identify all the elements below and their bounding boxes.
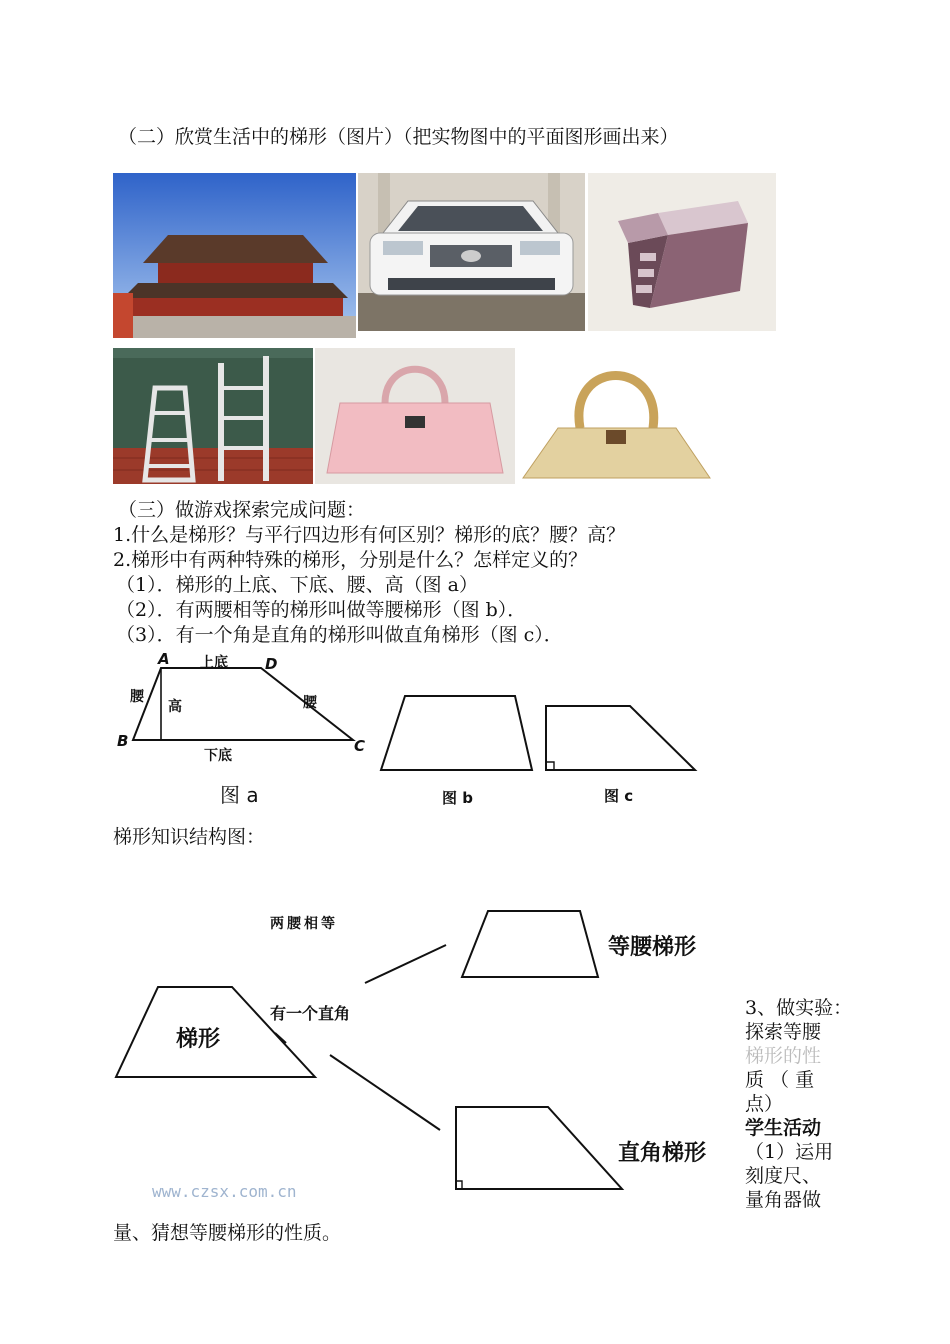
item-3: （3）．有一个角是直角的梯形叫做直角梯形（图 c）． (116, 624, 563, 646)
caption-figure-c: 图 c (604, 787, 634, 805)
vertex-b: B (117, 732, 129, 750)
vertex-a: A (158, 650, 170, 668)
caption-figure-a: 图 a (220, 783, 259, 807)
structure-heading: 梯形知识结构图： (113, 826, 266, 848)
ladders-photo (113, 348, 313, 484)
gold-handbag-photo (518, 348, 715, 484)
edge-label-isosceles: 两腰相等 (270, 916, 338, 932)
side-line-3: 梯形的性 (745, 1045, 822, 1067)
side-line-7: 刻度尺、 (745, 1165, 822, 1187)
palace-photo (113, 173, 356, 338)
car-photo (358, 173, 585, 331)
continuation-text: 量、猜想等腰梯形的性质。 (113, 1222, 342, 1244)
right-trapezoid-figure-c (540, 700, 700, 775)
section2-heading: （二）欣赏生活中的梯形（图片）（把实物图中的平面图形画出来） (118, 126, 679, 148)
jewelry-box-photo (588, 173, 776, 331)
section3-heading: （三）做游戏探索完成问题： (118, 499, 366, 521)
item-2: （2）．有两腰相等的梯形叫做等腰梯形（图 b）． (116, 599, 527, 621)
node-right-trapezoid: 直角梯形 (618, 1141, 707, 1166)
edge-label-right-angle: 有一个直角 (270, 1004, 351, 1023)
side-line-2: 探索等腰 (745, 1021, 822, 1043)
structure-diagram (110, 905, 630, 1205)
side-line-8: 量角器做 (745, 1189, 822, 1211)
side-activity: 学生活动 (745, 1117, 822, 1139)
side-line-4: 质 （ 重 (745, 1069, 815, 1091)
label-bottom-base: 下底 (204, 748, 232, 764)
label-top-base: 上底 (200, 655, 228, 671)
side-note (745, 996, 853, 1212)
side-line-6: （1）运用 (745, 1141, 834, 1163)
vertex-c: C (354, 737, 366, 755)
item-1: （1）．梯形的上底、下底、腰、高（图 a） (116, 574, 478, 596)
label-right-leg: 腰 (303, 695, 317, 711)
side-line-1: 3、做实验： (745, 997, 853, 1019)
question-1: 1.什么是梯形？与平行四边形有何区别？梯形的底？腰？高？ (113, 524, 626, 546)
caption-figure-b: 图 b (442, 789, 473, 807)
pink-handbag-photo (315, 348, 515, 484)
isosceles-trapezoid-figure-b (375, 690, 540, 775)
side-line-5: 点） (745, 1093, 784, 1115)
node-trapezoid: 梯形 (176, 1027, 221, 1052)
watermark: www.czsx.com.cn (152, 1182, 297, 1201)
label-height: 高 (168, 699, 182, 715)
node-isosceles: 等腰梯形 (608, 935, 697, 960)
question-2: 2.梯形中有两种特殊的梯形，分别是什么？怎样定义的？ (113, 549, 588, 571)
vertex-d: D (265, 655, 278, 673)
label-left-leg: 腰 (130, 689, 144, 705)
